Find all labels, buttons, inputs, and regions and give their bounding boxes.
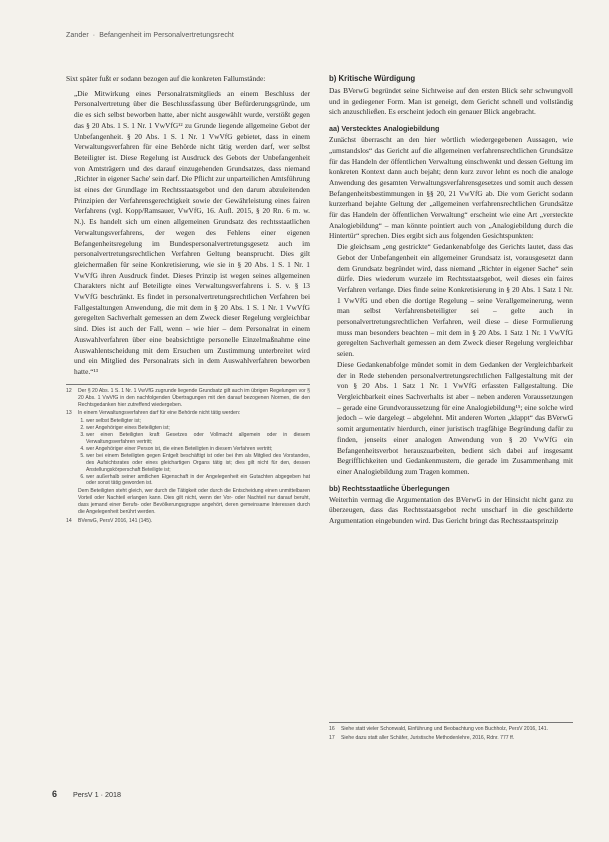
footnote-list-item: 6. wer außerhalb seiner amtlichen Eigenschaft in der Angelegenheit ein Gutachten abgegeben hat oder sonst tätig geworden ist.	[86, 474, 310, 488]
footnote	[66, 388, 310, 409]
footnote-text: BVerwG, PersV 2016, 141 (145).	[78, 518, 153, 524]
footnote	[66, 410, 310, 516]
footnote-list-item: 3. wer einen Beteiligten kraft Gesetzes oder Vollmacht allgemein oder in diesem Verwaltungsverfahren vertritt;	[86, 432, 310, 446]
footnote-number: 14	[66, 518, 72, 524]
subsection-heading-aa: aa) Verstecktes Analogiebildung	[329, 124, 440, 134]
journal-issue: PersV 1 · 2018	[73, 790, 121, 799]
footnote-body	[78, 410, 310, 516]
paragraph: Weiterhin vermag die Argumentation des BVerwG in der Hinsicht nicht ganz zu überzeugen, dass das Rechtsstaatsgebot recht unscharf in die geschilderte Argumentation eingebunden wird. Das Gericht bringt das Rechtsstaatsprinzip	[329, 494, 573, 526]
footnote-number: 13	[66, 410, 72, 417]
footnote-number: 17	[329, 734, 335, 741]
footnote-text-continued: Dem Beteiligten steht gleich, wer durch die Tätigkeit oder durch die Entscheidung einen unmittelbaren Vorteil oder Nachteil erlangen kann. Dies gilt nicht, wenn der Vor- oder Nachteil nur darauf beruht, dass jemand einer Berufs- oder Bevölkerungsgruppe angehört, deren gemeinsame Interessen durch die Angelegenheit berührt werden.	[78, 488, 310, 516]
footnote-number: 12	[66, 387, 72, 394]
footnote-text: In einem Verwaltungsverfahren darf für eine Behörde nicht tätig werden:	[78, 410, 241, 417]
footnote-list	[78, 418, 310, 487]
footnotes-right	[329, 722, 573, 744]
running-head-title: Befangenheit im Personalvertretungsrecht	[99, 32, 234, 39]
footnote-number: 16	[329, 726, 335, 732]
court-quote: „Die Mitwirkung eines Personalratsmitglieds an einem Beschluss der Personalvertretung über die Beschlussfassung über Befürderungsgründe, um die es sich selbst beworben hatte, aber nicht ausgewählt wurde, verstößt gegen das § 20 Abs. 1 S. 1 Nr. 1 VwVfG¹² zu Grunde liegende allgemeine Gebot der Unbefangenheit. § 20 Abs. 1 S. 1 Nr. 1 VwVfG gebietet, dass in einem Verwaltungsverfahren für eine Behörde nicht tätig werden darf, wer selbst Beteiligter ist. Diese Regelung ist Ausdruck des Gebots der Unbefangenheit von Amtsträgern und des darauf einzugehenden Grundsatzes, dass niemand ‚Richter in eigener Sache' sein darf. Die Pflicht zur unparteilichen Amtsführung ist eines der Grundlage im Rechtsstaatsgebot und den darum abzuleitenden Prinzipien der Verfahrensgerechtigkeit sowie der Gewährleistung eines fairen Verfahrens (vgl. Kopp/Ramsauer, VwVfG, 16. Aufl. 2015, § 20 Rn. 6 m. w. N.). Es handelt sich um einen allgemeinen Grundsatz des rechtsstaatlichen Verwaltungsverfahrens, der wegen des Fehlens einer eigenen Befangenheitsregelung im Bundespersonalvertretungsgesetz auch im personalvertretungsrechtlichen Verfahren Geltung beansprucht. Dies gilt gleichermaßen für seine Konkretisierung, wie sie in § 20 Abs. 1 S. 1 Nr. 1 VwVfG ihren Ausdruck findet. Dieses Prinzip ist wegen seines allgemeinen Charakters nicht auf Beteiligte eines Verwaltungsverfahrens i. S. v. § 13 VwVfG beschränkt. Es findet in personalvertretungsrechtlichen Verfahren bei Fallgestaltungen Anwendung, die mit dem in § 20 Abs. 1 S. 1 Nr. 1 VwVfG geregelten Sachverhalt gemessen an dem Zweck dieser Regelung vergleichbar sind. Dies ist auch der Fall, wenn – wie hier – dem Personalrat in einem Auswahlverfahren über eine beabsichtigte personelle Einzelmaßnahme eine Auswahlentscheidung mit dem Ersuchen um Zustimmung unterbreitet wird und ein Mitglied des Personalrats sich in dem Auswahlverfahren beworben hatte.“¹³	[74, 88, 310, 376]
footnote-text: Der § 20 Abs. 1 S. 1 Nr. 1 VwVfG zugrunde liegende Grundsatz gilt auch im übrigen Regelungen vor § 20 Abs. 1 VwVfG in den nachfolgenden Übertragungen mit den darauf bezogenen Normen, die den Rechtsgedanken hier zutreffend wiedergeben.	[78, 387, 310, 408]
footnote-list-item: 2. wer Angehöriger eines Beteiligten ist;	[86, 425, 310, 432]
footnote-list-item: 4. wer Angehöriger einer Person ist, die einen Beteiligten in diesem Verfahren vertritt;	[86, 446, 310, 453]
footnote-text: Siehe statt vieler Schonwald, Einführung und Beobachtung von Buchholz, PersV 2016, 141.	[341, 726, 549, 732]
intro-paragraph: Sixt später fußt er sodann bezogen auf die konkreten Fallumstände:	[66, 74, 266, 83]
section-intro: Das BVerwG begründet seine Sichtweise auf den ersten Blick sehr schwungvoll und in gediegener Form. Man ist geneigt, dem Gericht schnell und vollständig sich anzuschließen. Es erscheint jedoch ein genauer Blick angebracht.	[329, 86, 573, 117]
running-head	[66, 32, 234, 39]
paragraph: Zunächst überrascht an den hier wörtlich wiedergegebenen Aussagen, wie „umstandslos“ das Gericht auf die allgemeinen verfahrensrechtlichen Grundsätze für das Handeln der öffentlichen Verwaltung einschwenkt und dessen Geltung im konkreten Kontext dann auch bejaht; denn kurz zuvor lehnt es noch die analoge Anwendung des gesamten Verwaltungsverfahrensgesetzes und somit auch dessen Befangenheitsbestimmungen in §§ 20, 21 VwVfG ab. Die vom Gericht sodann kurzerhand bejahte Geltung der „allgemeinen verfahrensrechtlichen Grundsätze für das Handeln der öffentlichen Verwaltung“ erscheint wie eine Art „versteckte Analogiebildung“ – man könnte pointiert auch von „Analogiebildung durch die Hintertür“ sprechen. Dies ergibt sich aus folgenden Gesichtspunkten:	[329, 135, 573, 241]
running-head-separator: ·	[92, 32, 96, 39]
page-number: 6	[52, 789, 58, 799]
section-heading: b) Kritische Würdigung	[329, 74, 416, 83]
footnotes-left	[66, 384, 310, 525]
footnote	[329, 735, 573, 742]
footnote	[66, 518, 310, 525]
footnote-text: Siehe dazu statt aller Schäfer, Juristische Methodenlehre, 2016, Rdnr. 777 ff.	[341, 734, 515, 741]
paragraph: Diese Gedankenabfolge mündet somit in dem Gedanken der Vergleichbarkeit der in Rede stehenden personalvertretungsrechtlichen Fallgestaltung mit der von § 20 Abs. 1 Satz 1 Nr. 1 VwVfG erfassten Fallgestaltung. Die Vergleichbarkeit eines Sachverhalts ist aber – neben anderen Voraussetzungen – gerade eine Grundvoraussetzung für eine Analogiebildung¹⁵; eine solche wird jedoch – wie dargelegt – abgelehnt. Mit anderen Worten „klappt“ das BVerwG somit argumentativ hierdurch, einer juristisch tragfähige Begründung dafür zu finden, jenseits einer analogen Anwendung von § 20 VwVfG ein Befangenheitsverbot herauszuarbeiten, bedient sich dabei auf insgesamt Begrifflichkeiten und Gedankenmustern, die gerade im Zusammenhang mit einer Analogiebildung zum Tragen kommen.	[337, 359, 573, 476]
footnote	[329, 726, 573, 733]
subsection-heading-bb: bb) Rechtsstaatliche Überlegungen	[329, 483, 450, 493]
right-column	[329, 74, 573, 527]
page-footer	[52, 789, 121, 799]
footnote-list-item: 1. wer selbst Beteiligter ist;	[86, 418, 310, 425]
left-column	[66, 74, 310, 527]
paragraph: Die gleichsam „eng gestrickte“ Gedankenabfolge des Gerichts lautet, dass das Gebot der Unbefangenheit ein allgemeiner Grundsatz ist, vorausgesetzt dann dem Grundsatz begründet wird, dass niemand „Richter in eigener Sache“ sein dürfe. Dies wiederum wurzele im Rechtsstaatsgebot, weil dieses ein faires Verfahren verlange. Dies finde seine Konkretisierung in § 20 Abs. 1 Satz 1 Nr. 1 VwVfG und eben die dortige Regelung – seine Verallgemeinerung, wenn man selbst Verfahrensbeteiligter sei – gelte auch in personalvertretungsrechtlichen Verfahren, weil diese – diese Formulierung muss man besonders beachten – mit dem in § 20 Abs. 1 Satz 1 Nr. 1 VwVfG geregelten Sachverhalt gemessen an dem Zweck dieser Regelung vergleichbar seien.	[337, 242, 573, 359]
footnote-list-item: 5. wer bei einem Beteiligten gegen Entgelt beschäftigt ist oder bei ihm als Mitglied des Vorstandes, des Aufsichtsrates oder eines gleichartigen Organs tätig ist; dies gilt nicht für den, dessen Anstellungskörperschaft Beteiligte ist;	[86, 453, 310, 474]
running-head-author: Zander	[66, 32, 89, 39]
